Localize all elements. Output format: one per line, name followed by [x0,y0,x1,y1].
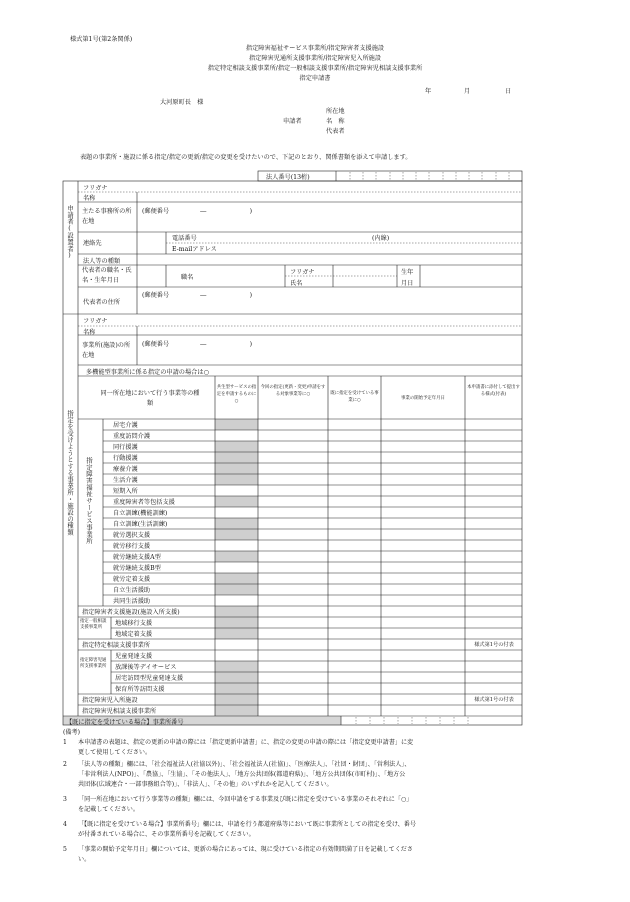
birth-label-1: 生年 [401,269,414,276]
col-header-kyosei: 共生型サービスの指定を申請するものに○ [216,385,257,404]
note-line: い。 [78,856,91,863]
jisoudan-label: 指定障害児相談支援事業所 [82,708,157,715]
svc-item: 就労定着支援 [113,576,151,583]
main-office-label: 主たる事務所の所在地 [82,208,132,225]
rep-title-label: 代表者の職名・氏名・生年月日 [82,267,132,284]
corp-number-label: 法人番号(13桁) [266,174,310,181]
main-office-postal[interactable]: (郵便番号 ― ) [142,208,253,215]
note-line: 「同一所在地において行う事業等の種類」欄には、今回申請をする事業及び既に指定を受けている事業のそれぞれに「○」 [78,796,413,803]
facility-furigana-label: フリガナ [83,318,108,325]
note-number: 5 [63,846,67,853]
intro-text: 表題の事業所・施設に係る指定/指定の更新/指定の変更を受けたいので、下記のとおり、関係書類を添えて申請します。 [80,154,412,161]
addressee: 大河原町長 様 [160,99,204,106]
svc-item: 同行援護 [113,444,138,451]
note-line: が付番されている場合に、その事業所番号を記載してください。 [78,831,255,838]
applicant-furigana-label: フリガナ [83,185,108,192]
title-line-1: 指定障害福祉サービス事業所/指定障害者支援施設 [245,45,385,52]
existing-number-field[interactable] [342,717,482,724]
shisetsu-label: 指定障害者支援施設(施設入所支援) [82,609,180,616]
rep-address-postal[interactable]: (郵便番号 ― ) [142,292,253,299]
svc-item: 療養介護 [113,466,138,473]
facility-side-label: 指定を受けようとする事業所・施設の種類 [66,410,73,536]
note-line: 「事業の開始予定年月日」欄については、更新の場合にあっては、現に受けている指定の有効期間満了日を記載してくださ [78,846,413,853]
date-day: 日 [505,88,512,95]
svc-item: 就労継続支援A型 [113,554,161,561]
ippan-group-label: 指定一般相談支援事業所 [80,619,107,630]
form-number: 様式第1号(第2条関係) [70,36,133,43]
ippan-item: 地域定着支援 [115,631,153,638]
applicant-name-label: 名 称 [326,118,345,125]
date-month: 月 [464,88,471,95]
note-number: 3 [63,796,67,803]
corp-type-label: 法人等の種類 [83,258,121,265]
svc-item: 共同生活援助 [113,598,151,605]
note-line: 「法人等の種類」欄には、「社会福祉法人(社協以外)」、「社会福祉法人(社協)」、「医療法人」、「社団・財団」、「営利法人」、 [78,761,411,768]
facility-postal[interactable]: (郵便番号 ― ) [142,341,253,348]
email-label: E-mailアドレス [172,246,217,253]
notes-title: (備考) [63,729,80,736]
note-line: を記載してください。 [78,806,139,813]
col-header-start-date: 事業の開始予定年月日 [401,396,445,401]
note-line: 「【既に指定を受けている場合】事業所番号」欄には、申請を行う都道府県等において既に事業所としての指定を受け、番号 [78,821,416,828]
multi-function-label: 多機能型事業所に係る指定の申請の場合は○ [86,369,209,376]
applicant-label: 申請者 [283,118,302,125]
existing-number-label: 【既に指定を受けている場合】事業所番号 [66,719,184,726]
title-line-2: 指定障害児通所支援事業所/指定障害児入所施設 [248,55,382,62]
svc-item: 居宅介護 [113,422,138,429]
tokutei-label: 指定特定相談支援事業所 [82,642,151,649]
facility-address-label: 事業所(施設)の所在地 [82,342,131,359]
applicant-location-label: 所在地 [326,108,345,115]
tel-label: 電話番号 [172,235,197,242]
svc-item: 重度訪問介護 [113,433,151,440]
svc-item: 自立訓練(機能訓練) [113,510,168,517]
document-title: 指定申請書 [299,75,331,82]
svc-item: 就労移行支援 [113,543,151,550]
note-number: 4 [63,821,67,828]
child-item: 児童発達支援 [115,653,153,660]
corp-number-field[interactable] [337,172,521,180]
note-line: 本申請書の表題は、指定の更新の申請の際には「指定更新申請書」に、指定の変更の申請の際には「指定変更申請書」に変 [78,739,414,746]
note-line: 「非営利法人(NPO)」、「農協」、「生協」、「その他法人」、「地方公共団体(都道府県)」、「地方公共団体(市町村)」、「地方公 [78,771,406,778]
note-number: 2 [63,761,67,768]
applicant-rep-label: 代表者 [326,128,345,135]
job-label: 職名 [181,274,194,281]
rep-name-label: 氏名 [290,280,303,287]
note-number: 1 [63,739,67,746]
service-group-label: 指定障害福祉サービス事業所 [85,457,93,545]
child-item: 放課後等デイサービス [115,664,177,671]
date-year: 年 [425,88,432,95]
svc-item: 生活介護 [113,477,138,484]
nyusho-label: 指定障害児入所施設 [82,697,138,704]
applicant-name-label: 名称 [83,195,96,202]
note-line: 共団体(広域連合・一部事務組合等)」、「非法人」、「その他」のいずれかを記入してください。 [78,781,333,788]
svc-item: 短期入所 [113,488,138,495]
col-header-attachment: 本申請書に添付して提出する様式(付表) [467,385,520,397]
svc-item: 行動援護 [113,455,138,462]
rep-furigana-label: フリガナ [290,269,315,276]
tokutei-attach: 様式第1号の付表 [474,642,514,648]
child-item: 居宅訪問型児童発達支援 [115,675,184,682]
svc-item: 重度障害者等包括支援 [113,499,175,506]
svc-item: 自立訓練(生活訓練) [113,521,168,528]
child-item: 保育所等訪問支援 [115,686,165,693]
applicant-side-label: 申請者(設置者) [66,205,73,260]
svc-item: 自立生活援助 [113,587,151,594]
svc-item: 就労継続支援B型 [113,565,161,572]
rep-address-label: 代表者の住所 [83,299,121,306]
note-line: 更して使用してください。 [78,749,152,756]
col-header-this-app: 今回の指定(更新・変更)申請をする対象事業等に○ [260,385,326,397]
ext-label: (内線) [372,235,390,242]
col-header-existing: 既に指定を受けている事業に○ [330,391,379,403]
title-line-3: 指定特定相談支援事業所/指定一般相談支援事業所/指定障害児相談支援事業所 [207,65,423,72]
facility-name-label: 名称 [83,329,96,336]
contact-label: 連絡先 [83,240,102,247]
birth-label-2: 月日 [401,280,414,287]
ippan-item: 地域移行支援 [115,620,153,627]
svc-item: 就労選択支援 [113,532,151,539]
nyusho-attach: 様式第1号の付表 [474,697,514,703]
child-group-label: 指定障害児通所支援事業所 [80,658,107,669]
col-header-kind: 同一所在地において行う事業等の種類 [100,390,200,407]
